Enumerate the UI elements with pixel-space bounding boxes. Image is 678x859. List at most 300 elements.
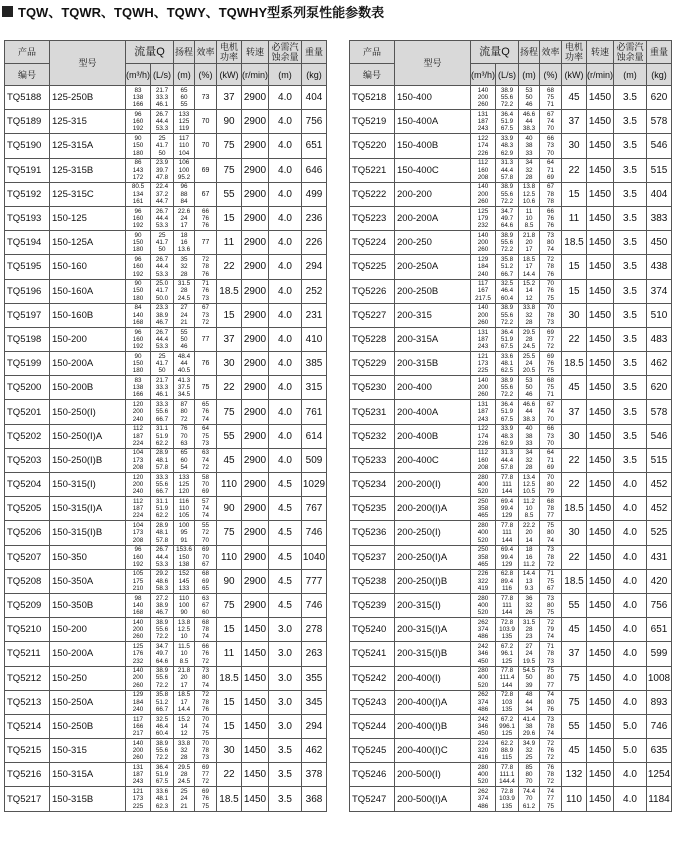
npsh-value: 4.0: [614, 593, 647, 617]
efficiency-values-value: 69: [201, 546, 209, 554]
flow-ls-value: 77.8: [500, 763, 514, 771]
flow-m3h-value: 486: [477, 802, 489, 810]
flow-ls-value: 57.8: [155, 536, 169, 544]
head-values-value: 100: [178, 601, 190, 609]
flow-m3h-value: 150: [132, 360, 144, 367]
efficiency-values: [540, 231, 562, 255]
head-values: [519, 545, 540, 569]
flow-m3h-value: 122: [477, 135, 489, 143]
flow-m3h-value: 400: [477, 529, 489, 537]
flow-ls-value: 69.4: [500, 497, 514, 505]
flow-m3h-value: 200: [132, 480, 144, 488]
efficiency-values-value: 68: [201, 618, 209, 626]
efficiency-values-value: 68: [546, 497, 554, 505]
weight-value: 355: [302, 666, 327, 690]
product-code: TQ5239: [350, 593, 395, 617]
flow-ls-value: 62.5: [500, 367, 514, 375]
head-values: [519, 206, 540, 230]
head-values-value: 138: [178, 560, 190, 568]
head-values-value: 44: [525, 408, 533, 416]
efficiency-values-value: 69: [201, 788, 209, 796]
speed-value: 1450: [587, 424, 614, 448]
head-values: [174, 690, 195, 714]
npsh-value: 4.0: [614, 497, 647, 521]
header-flow: 流量Q: [126, 41, 174, 64]
product-code: TQ5219: [350, 110, 395, 134]
model-number: 150-160: [50, 255, 126, 279]
efficiency-values-value: 69: [546, 464, 554, 472]
efficiency-values-value: 73: [546, 715, 554, 723]
table-row: [350, 255, 672, 279]
head-values-value: 152: [178, 570, 190, 578]
efficiency-values-value: 80: [546, 674, 554, 682]
efficiency-values-value: 70: [201, 536, 209, 544]
flow-ls: [496, 206, 519, 230]
flow-m3h: [126, 424, 151, 448]
flow-m3h-value: 260: [132, 681, 144, 689]
head-values-value: 32: [180, 263, 188, 271]
motor-power: 75: [217, 521, 242, 545]
flow-ls-value: 25.0: [155, 280, 169, 288]
motor-power: 45: [562, 618, 587, 642]
flow-ls: [496, 424, 519, 448]
weight-value: 1184: [647, 787, 672, 811]
efficiency-values-value: 63: [201, 594, 209, 602]
motor-power: 75: [217, 593, 242, 617]
head-values-value: 100: [178, 522, 190, 530]
table-row: [350, 86, 672, 110]
npsh-value: 3.5: [614, 158, 647, 182]
flow-m3h-value: 131: [477, 328, 489, 336]
flow-ls-value: 51.2: [500, 263, 514, 271]
efficiency-values: [195, 569, 217, 593]
model-number: 125-315B: [50, 158, 126, 182]
speed-value: 2900: [242, 376, 269, 400]
efficiency-value: 70: [195, 110, 217, 134]
flow-m3h-value: 150: [132, 287, 144, 295]
head-values: [519, 739, 540, 763]
table-row: [350, 739, 672, 763]
flow-m3h-value: 192: [132, 125, 144, 133]
product-code: TQ5224: [350, 231, 395, 255]
flow-ls-value: 111: [502, 529, 512, 537]
flow-m3h: [126, 690, 151, 714]
flow-m3h-value: 400: [477, 771, 489, 779]
speed-value: 2900: [242, 497, 269, 521]
efficiency-values-value: 78: [546, 197, 554, 205]
table-row: [5, 303, 327, 327]
motor-power: 30: [562, 521, 587, 545]
head-values-value: 39: [525, 681, 533, 689]
flow-m3h-value: 243: [477, 125, 489, 133]
head-values-value: 106: [178, 159, 190, 167]
header-head-unit: (m): [174, 64, 195, 86]
efficiency-values-value: 76: [546, 270, 554, 278]
flow-m3h-value: 226: [477, 149, 489, 157]
flow-ls: [151, 593, 174, 617]
flow-m3h-value: 184: [477, 263, 489, 271]
flow-m3h-value: 280: [477, 522, 489, 530]
flow-ls-value: 46.4: [500, 287, 514, 295]
motor-power: 45: [217, 448, 242, 472]
flow-m3h: [126, 666, 151, 690]
flow-ls-value: 21.7: [155, 376, 169, 384]
flow-ls-value: 31.3: [500, 159, 514, 167]
efficiency-values-value: 80: [546, 480, 554, 488]
product-code: TQ5209: [5, 593, 50, 617]
flow-m3h-value: 168: [132, 609, 144, 617]
npsh-value: 4.5: [269, 593, 302, 617]
efficiency-values-value: 72: [201, 657, 209, 665]
header-power-unit: (kW): [562, 64, 587, 86]
flow-m3h-value: 172: [132, 173, 144, 181]
flow-m3h-value: 346: [477, 722, 489, 730]
model-number: 150-400C: [395, 158, 471, 182]
flow-m3h-value: 138: [132, 93, 144, 101]
table-row: [350, 303, 672, 327]
flow-ls-value: 67.2: [500, 715, 514, 723]
efficiency-values-value: 71: [546, 570, 554, 578]
flow-ls-value: 38.9: [155, 739, 169, 747]
efficiency-values: [540, 545, 562, 569]
speed-value: 1450: [587, 303, 614, 327]
motor-power: 132: [562, 763, 587, 787]
right-performance-table: [349, 40, 672, 812]
flow-ls-value: 41.7: [155, 142, 169, 150]
flow-m3h-value: 187: [132, 505, 144, 513]
product-code: TQ5210: [5, 618, 50, 642]
efficiency-values: [195, 739, 217, 763]
efficiency-values: [195, 424, 217, 448]
head-values-value: 32: [525, 166, 533, 174]
flow-m3h-value: 83: [134, 376, 142, 384]
flow-m3h: [126, 352, 151, 376]
product-code: TQ5204: [5, 473, 50, 497]
flow-m3h-value: 166: [132, 722, 144, 730]
flow-m3h-value: 465: [477, 512, 489, 520]
flow-ls-value: 34.7: [155, 642, 169, 650]
head-values: [519, 327, 540, 351]
npsh-value: 4.0: [269, 376, 302, 400]
product-code: TQ5245: [350, 739, 395, 763]
head-values-value: 28: [525, 464, 533, 472]
efficiency-value: 76: [195, 352, 217, 376]
flow-ls-value: 111: [502, 480, 512, 488]
efficiency-values-value: 72: [546, 754, 554, 762]
efficiency-values: [195, 206, 217, 230]
flow-ls-value: 44.4: [500, 166, 514, 174]
flow-ls: [151, 110, 174, 134]
header-head: 扬程: [519, 41, 540, 64]
speed-value: 1450: [587, 231, 614, 255]
table-row: [350, 787, 672, 811]
weight-value: 410: [302, 327, 327, 351]
motor-power: 110: [217, 473, 242, 497]
efficiency-values-value: 80: [546, 529, 554, 537]
head-values-value: 13: [525, 577, 533, 585]
efficiency-values-value: 69: [546, 328, 554, 336]
head-values-value: 10: [525, 214, 533, 222]
head-values-value: 20.5: [522, 367, 536, 375]
flow-m3h-value: 121: [477, 352, 489, 360]
npsh-value: 4.0: [269, 86, 302, 110]
flow-m3h-value: 250: [477, 546, 489, 554]
product-code: TQ5190: [5, 134, 50, 158]
flow-m3h-value: 166: [132, 101, 144, 109]
table-row: [350, 593, 672, 617]
flow-ls-value: 67.5: [500, 125, 514, 133]
table-row: [5, 714, 327, 738]
flow-ls: [151, 231, 174, 255]
flow-ls-value: 72.2: [500, 391, 514, 399]
flow-ls: [151, 521, 174, 545]
head-values-value: 116: [178, 497, 190, 505]
flow-ls-value: 35.8: [500, 255, 514, 263]
header-weight: 重量: [302, 41, 327, 64]
head-values-value: 9.3: [524, 584, 534, 592]
head-values-value: 29.6: [522, 730, 536, 738]
header-weight: 重量: [647, 41, 672, 64]
head-values-value: 36: [525, 594, 533, 602]
head-values-value: 90: [180, 609, 188, 617]
efficiency-values: [540, 666, 562, 690]
efficiency-values: [195, 400, 217, 424]
flow-m3h-value: 240: [132, 488, 144, 496]
efficiency-values: [540, 593, 562, 617]
weight-value: 385: [302, 352, 327, 376]
head-values: [519, 303, 540, 327]
head-values: [174, 182, 195, 206]
npsh-value: 4.0: [269, 424, 302, 448]
flow-ls-value: 33.3: [155, 401, 169, 409]
flow-m3h-value: 173: [477, 360, 489, 367]
efficiency-values-value: 73: [546, 142, 554, 150]
flow-ls-value: 57.8: [500, 173, 514, 181]
weight-value: 368: [302, 787, 327, 811]
head-values: [174, 134, 195, 158]
flow-ls-value: 29.2: [155, 570, 169, 578]
head-values-value: 110: [178, 505, 190, 513]
weight-value: 278: [302, 618, 327, 642]
efficiency-values-value: 76: [201, 270, 209, 278]
flow-m3h-value: 96: [134, 255, 142, 263]
table-row: [5, 255, 327, 279]
efficiency-values-value: 71: [546, 642, 554, 650]
flow-m3h-value: 200: [477, 190, 489, 198]
efficiency-values-value: 75: [546, 577, 554, 585]
flow-ls-value: 66.7: [500, 270, 514, 278]
head-values-value: 24: [525, 360, 533, 367]
head-values: [519, 424, 540, 448]
table-row: [350, 134, 672, 158]
efficiency-value: 70: [195, 134, 217, 158]
model-number: 200-200A: [395, 206, 471, 230]
flow-ls-value: 25: [158, 231, 166, 239]
efficiency-values-value: 70: [546, 280, 554, 288]
flow-ls-value: 44.4: [155, 553, 169, 561]
header-npsh-unit: (m): [614, 64, 647, 86]
flow-m3h: [471, 787, 496, 811]
weight-value: 746: [302, 593, 327, 617]
head-values-value: 24.5: [522, 343, 536, 351]
flow-ls-value: 72.2: [500, 318, 514, 326]
flow-ls-value: 32.5: [500, 280, 514, 288]
model-number: 200-400C: [395, 448, 471, 472]
efficiency-values-value: 80: [546, 698, 554, 706]
flow-ls-value: 37.2: [155, 190, 169, 198]
head-values-value: 70: [525, 795, 533, 803]
header-head-unit: (m): [519, 64, 540, 86]
table-row: [5, 569, 327, 593]
flow-m3h-value: 96: [134, 110, 142, 118]
weight-value: 431: [647, 545, 672, 569]
efficiency-values-value: 72: [546, 618, 554, 626]
efficiency-values-value: 75: [201, 730, 209, 738]
head-values-value: 63: [180, 439, 188, 447]
efficiency-values-value: 76: [201, 214, 209, 222]
weight-value: 599: [647, 642, 672, 666]
motor-power: 45: [562, 739, 587, 763]
model-number: 150-250: [50, 666, 126, 690]
flow-ls: [151, 424, 174, 448]
weight-value: 1040: [302, 545, 327, 569]
efficiency-values-value: 66: [546, 135, 554, 143]
weight-value: 510: [647, 303, 672, 327]
npsh-value: 4.5: [269, 545, 302, 569]
flow-ls-value: 62.2: [500, 739, 514, 747]
header-npsh: 必需汽蚀余量: [269, 41, 302, 64]
flow-m3h: [471, 158, 496, 182]
flow-m3h-value: 131: [132, 763, 144, 771]
table-row: [350, 497, 672, 521]
table-row: [350, 690, 672, 714]
motor-power: 11: [217, 231, 242, 255]
model-number: 200-250(I): [395, 521, 471, 545]
flow-m3h-value: 143: [132, 166, 144, 174]
flow-m3h: [471, 448, 496, 472]
table-row: [350, 376, 672, 400]
model-number: 150-250A: [50, 690, 126, 714]
flow-m3h: [471, 352, 496, 376]
flow-m3h-value: 129: [132, 691, 144, 699]
product-code: TQ5202: [5, 424, 50, 448]
flow-ls-value: 21.7: [155, 86, 169, 94]
head-values-value: 33: [525, 439, 533, 447]
motor-power: 15: [562, 255, 587, 279]
flow-m3h-value: 260: [132, 633, 144, 641]
weight-value: 620: [647, 376, 672, 400]
flow-m3h-value: 173: [132, 529, 144, 537]
model-number: 200-250: [395, 231, 471, 255]
flow-m3h-value: 184: [132, 698, 144, 706]
flow-ls-value: 51.9: [500, 118, 514, 126]
speed-value: 1450: [587, 110, 614, 134]
flow-ls: [151, 448, 174, 472]
weight-value: 620: [647, 86, 672, 110]
flow-m3h: [471, 327, 496, 351]
npsh-value: 4.0: [269, 352, 302, 376]
npsh-value: 3.5: [614, 255, 647, 279]
motor-power: 30: [562, 424, 587, 448]
efficiency-values: [540, 255, 562, 279]
table-row: [5, 400, 327, 424]
product-code: TQ5233: [350, 448, 395, 472]
flow-m3h-value: 160: [132, 335, 144, 343]
product-code: TQ5238: [350, 569, 395, 593]
efficiency-values-value: 78: [546, 553, 554, 561]
head-values-value: 28: [180, 754, 188, 762]
flow-m3h: [126, 642, 151, 666]
npsh-value: 3.0: [269, 666, 302, 690]
flow-ls: [496, 787, 519, 811]
flow-m3h: [126, 86, 151, 110]
efficiency-values-value: 80: [201, 674, 209, 682]
head-values: [519, 86, 540, 110]
flow-ls-value: 72.2: [500, 246, 514, 254]
product-code: TQ5229: [350, 352, 395, 376]
model-number: 200-400A: [395, 400, 471, 424]
model-number: 125-315: [50, 110, 126, 134]
flow-m3h-value: 134: [132, 190, 144, 198]
efficiency-values-value: 76: [546, 763, 554, 771]
flow-m3h-value: 187: [477, 408, 489, 416]
table-row: [350, 666, 672, 690]
product-code: TQ5232: [350, 424, 395, 448]
flow-ls-value: 60.4: [155, 730, 169, 738]
flow-ls: [496, 400, 519, 424]
flow-m3h: [126, 521, 151, 545]
flow-m3h-value: 112: [132, 497, 144, 505]
flow-ls-value: 39.7: [155, 166, 169, 174]
flow-ls-value: 67.2: [500, 642, 514, 650]
flow-m3h-value: 400: [477, 674, 489, 682]
flow-ls-value: 55.6: [155, 480, 169, 488]
flow-m3h: [471, 400, 496, 424]
head-values: [174, 763, 195, 787]
head-values: [174, 352, 195, 376]
weight-value: 756: [302, 110, 327, 134]
efficiency-values-value: 72: [201, 255, 209, 263]
efficiency-values-value: 74: [201, 512, 209, 520]
motor-power: 18.5: [562, 231, 587, 255]
head-values: [519, 473, 540, 497]
flow-m3h-value: 180: [132, 149, 144, 157]
head-values: [174, 424, 195, 448]
weight-value: 263: [302, 642, 327, 666]
efficiency-values-value: 76: [546, 287, 554, 295]
table-row: [350, 327, 672, 351]
product-code: TQ5227: [350, 303, 395, 327]
efficiency-values-value: 58: [201, 473, 209, 481]
efficiency-values-value: 67: [201, 601, 209, 609]
flow-m3h: [471, 666, 496, 690]
efficiency-values: [540, 327, 562, 351]
speed-value: 2900: [242, 134, 269, 158]
speed-value: 1450: [242, 618, 269, 642]
npsh-value: 3.5: [614, 303, 647, 327]
flow-m3h-value: 131: [477, 110, 489, 118]
head-values: [174, 787, 195, 811]
efficiency-values-value: 74: [201, 415, 209, 423]
head-values-value: 18.5: [522, 255, 536, 263]
head-values-value: 50: [525, 93, 533, 101]
flow-ls: [151, 569, 174, 593]
flow-ls-value: 66.7: [155, 488, 169, 496]
head-values: [174, 206, 195, 230]
motor-power: 75: [562, 666, 587, 690]
weight-value: 767: [302, 497, 327, 521]
efficiency-values-value: 69: [546, 352, 554, 360]
